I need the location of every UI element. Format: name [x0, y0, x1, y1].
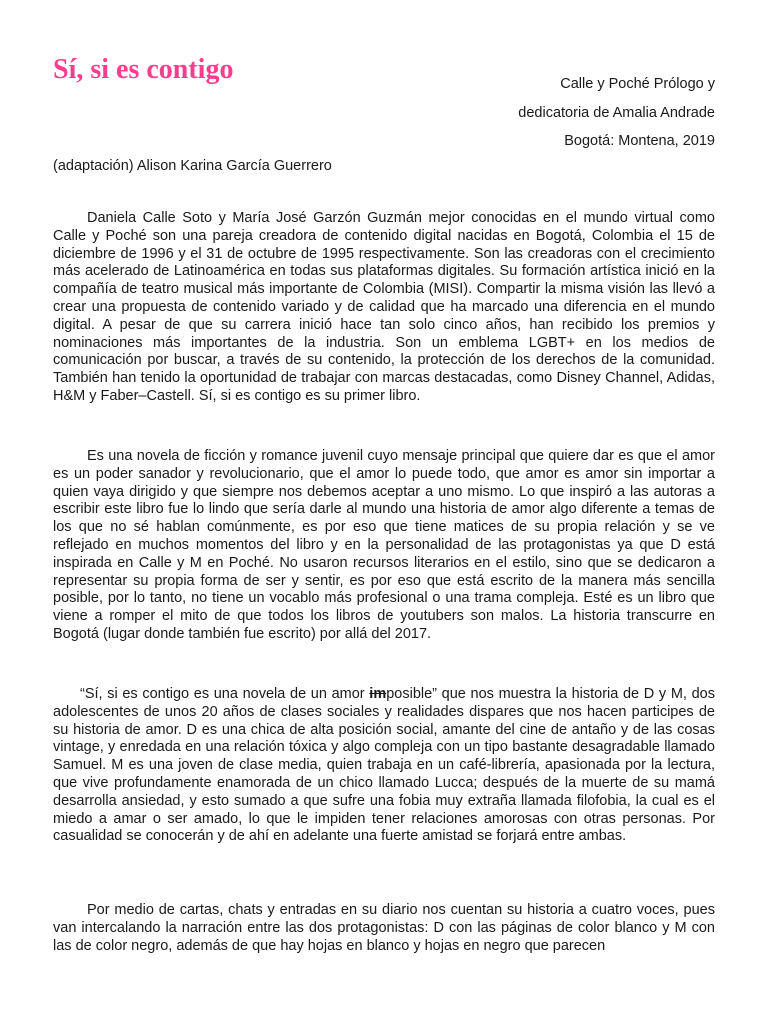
paragraph-authors: Daniela Calle Soto y María José Garzón Guzmán mejor conocidas en el mundo virtual como Calle y Poché son una pareja creadora de contenido digital nacidas en Bogotá, Colombia el 15 de diciembre de 1996 y el 31 de octubre de 1995 respectivamente. Son las creadoras con el crecimiento más acelerado de Latinoamérica en todas sus plataformas digitales. Su formación artística inició en la compañía de teatro musical más importante de Colombia (MISI). Compartir la misma visión las llevó a crear una propuesta de contenido variado y de calidad que ha marcado una diferencia en el mundo digital. A pesar de que su carrera inició hace tan solo cinco años, han recibido los premios y nominaciones más importantes de la industria. Son un emblema LGBT+ en los medios de comunicación por buscar, a través de su contenido, la protección de los derechos de la comunidad. También han tenido la oportunidad de trabajar con marcas destacadas, como Disney Channel, Adidas, H&M y Faber–Castell. Sí, si es contigo es su primer libro.: [53, 210, 715, 404]
adaptation-credit: (adaptación) Alison Karina García Guerrero: [53, 158, 332, 174]
paragraph-novel-description: Es una novela de ficción y romance juvenil cuyo mensaje principal que quiere dar es que el amor es un poder sanador y revolucionario, que el amor lo puede todo, que amor es amor sin importar a quien vaya dirigido y que siempre nos debemos aceptar a uno mismo. Lo que inspiró a las autoras a escribir este libro fue lo lindo que sería darle al mundo una historia de amor algo diferente a temas de los que no sé hablan comúnmente, es por eso que tiene matices de su propia relación y se ve reflejado en muchos momentos del libro y en la personalidad de las protagonistas ya que D está inspirada en Calle y M en Poché. No usaron recursos literarios en el estilo, sino que se dedicaron a representar su propia forma de ser y sentir, es por eso que está escrito de la manera más sencilla posible, por lo tanto, no tiene un vocablo más profesional o una trama compleja. Esté es un libro que viene a romper el mito de que todos los libros de youtubers son malos. La historia transcurre en Bogotá (lugar donde también fue escrito) por allá del 2017.: [53, 448, 715, 642]
citation-line-2: dedicatoria de Amalia Andrade: [518, 104, 715, 121]
citation-line-3: Bogotá: Montena, 2019: [564, 133, 715, 149]
citation-block: [518, 70, 715, 156]
paragraph-plot: [53, 686, 715, 846]
citation-line-1: Calle y Poché Prólogo y: [560, 76, 715, 92]
struck-prefix: im: [369, 686, 387, 702]
plot-text-rest: posible” que nos muestra la historia de D y M, dos adolescentes de unos 20 años de clases sociales y realidades dispares que nos hacen participes de su historia de amor. D es una chica de alta posición social, amante del cine de antaño y de las cosas vintage, y enredada en una relación tóxica y algo compleja con un tipo bastante desagradable llamado Samuel. M es una joven de clase media, quien trabaja en un café-librería, apasionada por la lectura, que vive profundamente enamorada de un chico llamado Lucca; después de la muerte de su mamá desarrolla ansiedad, y esto sumado a que sufre una fobia muy extraña llamada filofobia, la cual es el miedo a amar o ser amado, lo que le impiden tener relaciones amorosas con otras personas. Por casualidad se conocerán y de ahí en adelante una fuerte amistad se forjará entre ambas.: [53, 686, 715, 845]
plot-text-start: “Sí, si es contigo es una novela de un amor: [80, 686, 370, 702]
paragraph-format: Por medio de cartas, chats y entradas en su diario nos cuentan su historia a cuatro voces, pues van intercalando la narración entre las dos protagonistas: D con las páginas de color blanco y M con las de color negro, además de que hay hojas en blanco y hojas en negro que parecen: [53, 902, 715, 954]
book-title: Sí, si es contigo: [53, 54, 234, 85]
